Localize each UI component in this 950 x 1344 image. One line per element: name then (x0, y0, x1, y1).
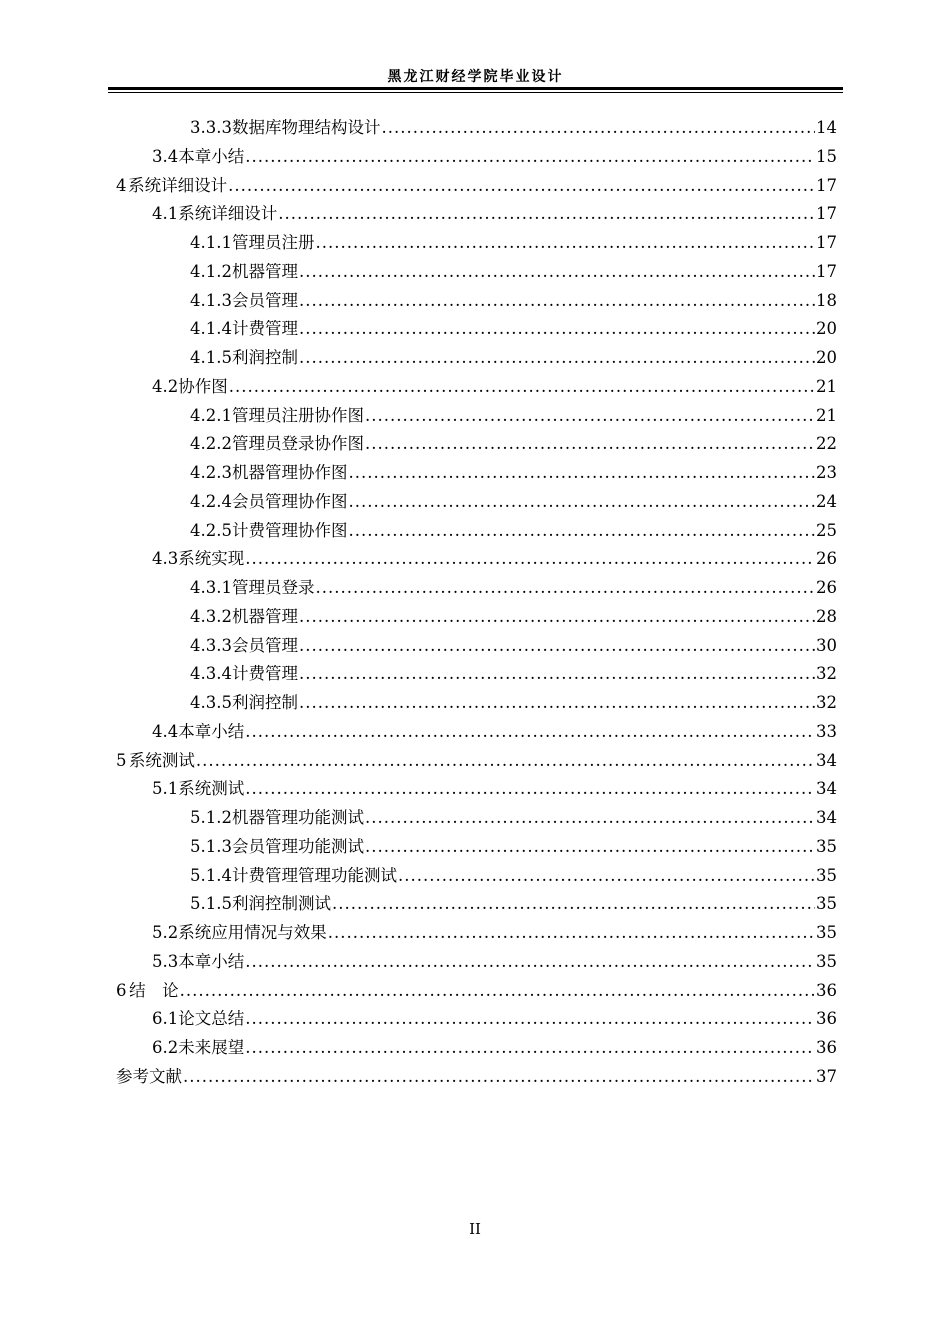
toc-dot-leader (299, 287, 815, 315)
toc-entry-number: 4.3.2 (190, 606, 232, 626)
toc-entry-number: 4.1.1 (190, 233, 232, 252)
toc-entry-title: 计费管理 (231, 664, 298, 684)
toc-entry[interactable] (190, 229, 837, 257)
toc-entry-title: 机器管理功能测试 (231, 808, 364, 827)
toc-entry-page: 37 (816, 1066, 837, 1086)
toc-entry[interactable] (152, 1005, 837, 1033)
toc-entry-title: 会员管理 (231, 635, 298, 655)
toc-entry-title: 机器管理 (231, 261, 298, 281)
toc-entry[interactable] (152, 1034, 837, 1062)
toc-entry-number: 6.1 (152, 1009, 179, 1029)
toc-dot-leader (381, 114, 815, 142)
toc-entry-title: 系统测试 (128, 750, 195, 770)
toc-dot-leader (299, 258, 815, 286)
toc-entry-page: 17 (816, 204, 837, 224)
toc-entry-page: 24 (816, 491, 837, 511)
toc-dot-leader (299, 660, 815, 688)
toc-dot-leader (299, 603, 815, 631)
toc-entry-page: 25 (816, 520, 837, 540)
toc-entry-title: 管理员登录协作图 (231, 434, 364, 454)
toc-entry-page: 21 (816, 376, 837, 396)
toc-entry-title: 利润控制 (231, 693, 298, 712)
toc-entry-page: 35 (816, 836, 837, 856)
toc-entry-number: 4 (116, 175, 127, 195)
header-rule-thin (108, 92, 843, 93)
toc-entry-title: 利润控制测试 (231, 894, 331, 914)
toc-entry[interactable] (190, 689, 837, 717)
toc-entry-number: 4.1.5 (190, 348, 232, 367)
toc-entry-title: 系统详细设计 (128, 175, 228, 195)
toc-entry-page: 32 (816, 664, 837, 684)
toc-dot-leader (365, 402, 815, 430)
toc-dot-leader (299, 315, 815, 343)
toc-entry-page: 20 (816, 319, 837, 339)
toc-dot-leader (183, 1063, 815, 1091)
toc-dot-leader (278, 200, 815, 228)
toc-dot-leader (245, 1034, 815, 1062)
toc-entry[interactable] (190, 574, 837, 602)
toc-entry-page: 35 (816, 923, 837, 942)
toc-entry-page: 35 (816, 951, 837, 971)
toc-entry-title: 会员管理 (231, 290, 298, 310)
toc-entry[interactable] (190, 804, 837, 832)
toc-entry[interactable] (152, 948, 837, 976)
toc-entry-title: 参考文献 (116, 1066, 182, 1086)
toc-entry-number: 4.1 (152, 204, 179, 224)
toc-dot-leader (365, 804, 815, 832)
toc-entry[interactable] (190, 660, 837, 688)
toc-dot-leader (245, 948, 815, 976)
toc-entry-title: 系统应用情况与效果 (178, 923, 327, 942)
toc-dot-leader (315, 574, 815, 602)
toc-entry-page: 36 (816, 1009, 837, 1029)
toc-entry-number: 4.1.4 (190, 319, 232, 339)
toc-dot-leader (348, 517, 815, 545)
toc-entry-page: 26 (816, 578, 837, 597)
toc-entry[interactable] (190, 890, 837, 918)
toc-dot-leader (398, 862, 815, 890)
toc-dot-leader (365, 430, 815, 458)
toc-dot-leader (245, 1005, 815, 1033)
toc-entry-title: 会员管理功能测试 (231, 836, 364, 856)
toc-entry-title: 管理员注册协作图 (231, 405, 364, 425)
toc-entry-title: 机器管理 (231, 606, 298, 626)
toc-dot-leader (245, 718, 815, 746)
toc-entry-title: 会员管理协作图 (231, 491, 348, 511)
toc-entry-title: 机器管理协作图 (231, 463, 348, 482)
toc-entry-page: 35 (816, 894, 837, 914)
toc-entry-number: 4.2.1 (190, 405, 232, 425)
toc-entry-number: 5.1.2 (190, 808, 232, 827)
toc-entry-page: 23 (816, 463, 837, 482)
toc-entry[interactable] (190, 344, 837, 372)
toc-entry-page: 34 (816, 808, 837, 827)
page-header-title: 黑龙江财经学院毕业设计 (387, 69, 564, 85)
toc-entry-number: 4.1.3 (190, 290, 232, 310)
toc-entry[interactable] (116, 977, 837, 1005)
toc-entry-number: 4.2.2 (190, 434, 232, 454)
toc-entry-number: 4.2.5 (190, 520, 232, 540)
toc-entry-page: 20 (816, 348, 837, 367)
toc-dot-leader (328, 919, 815, 947)
toc-entry-page: 33 (816, 721, 837, 741)
toc-entry-number: 4.1.2 (190, 261, 232, 281)
toc-dot-leader (299, 632, 815, 660)
toc-entry-title: 论文总结 (178, 1009, 245, 1029)
toc-entry-number: 5.3 (152, 951, 179, 971)
toc-entry-number: 5.1.3 (190, 836, 232, 856)
toc-entry-title: 系统测试 (178, 779, 245, 799)
toc-dot-leader (245, 545, 815, 573)
toc-entry-number: 4.2.4 (190, 491, 232, 511)
page-number: II (469, 1220, 481, 1238)
toc-entry-title: 本章小结 (178, 951, 245, 971)
toc-entry-title: 利润控制 (231, 348, 298, 367)
toc-dot-leader (245, 775, 815, 803)
toc-entry[interactable] (190, 459, 837, 487)
toc-entry-page: 14 (816, 118, 837, 137)
toc-dot-leader (332, 890, 815, 918)
toc-entry-number: 3.3.3 (190, 118, 232, 137)
toc-entry-title: 数据库物理结构设计 (231, 118, 381, 137)
toc-entry-number: 6.2 (152, 1038, 179, 1057)
toc-entry-page: 35 (816, 865, 837, 885)
toc-entry-title: 本章小结 (178, 721, 245, 741)
toc-entry[interactable] (190, 287, 837, 315)
toc-entry-page: 28 (816, 606, 837, 626)
toc-entry-number: 4.3.4 (190, 664, 232, 684)
toc-entry-page: 36 (816, 1038, 837, 1057)
toc-entry[interactable] (152, 143, 837, 171)
toc-entry-title: 管理员注册 (231, 233, 315, 252)
toc-dot-leader (299, 689, 815, 717)
header-rule-thick (108, 87, 843, 90)
toc-entry-page: 34 (816, 750, 837, 770)
toc-entry-number: 5.1.5 (190, 894, 232, 914)
toc-entry[interactable] (116, 747, 837, 775)
toc-dot-leader (348, 459, 815, 487)
toc-entry-page: 30 (816, 635, 837, 655)
toc-entry-number: 4.3 (152, 549, 179, 569)
toc-entry-number: 5.2 (152, 923, 179, 942)
toc-entry-number: 3.4 (152, 146, 179, 166)
toc-entry-number: 4.3.3 (190, 635, 232, 655)
toc-entry-number: 4.2.3 (190, 463, 232, 482)
toc-entry[interactable] (116, 1063, 837, 1091)
toc-entry[interactable] (190, 862, 837, 890)
toc-entry-title: 协作图 (178, 376, 228, 396)
toc-dot-leader (299, 344, 815, 372)
toc-entry[interactable] (190, 258, 837, 286)
toc-entry-number: 5 (116, 750, 127, 770)
toc-entry-title: 结 论 (129, 980, 179, 1000)
toc-entry-page: 17 (816, 233, 837, 252)
toc-entry-page: 17 (816, 175, 837, 195)
toc-entry-page: 26 (816, 549, 837, 569)
toc-entry-page: 17 (816, 261, 837, 281)
toc-entry-title: 计费管理 (231, 319, 298, 339)
toc-dot-leader (196, 747, 815, 775)
toc-entry[interactable] (152, 200, 837, 228)
toc-dot-leader (348, 488, 815, 516)
toc-entry[interactable] (152, 545, 837, 573)
toc-entry-title: 计费管理协作图 (231, 520, 348, 540)
toc-entry-number: 5.1 (152, 779, 179, 799)
toc-entry-page: 21 (816, 405, 837, 425)
toc-entry[interactable] (190, 488, 837, 516)
toc-entry[interactable] (190, 517, 837, 545)
toc-entry-page: 32 (816, 693, 837, 712)
toc-entry[interactable] (190, 833, 837, 861)
toc-entry-title: 系统实现 (178, 549, 245, 569)
toc-entry[interactable] (152, 373, 837, 401)
toc-entry-number: 4.4 (152, 721, 179, 741)
toc-dot-leader (245, 143, 815, 171)
toc-entry-page: 22 (816, 434, 837, 454)
toc-dot-leader (315, 229, 815, 257)
toc-dot-leader (228, 172, 815, 200)
toc-dot-leader (180, 977, 815, 1005)
toc-entry-title: 系统详细设计 (178, 204, 278, 224)
toc-entry-number: 5.1.4 (190, 865, 232, 885)
toc-entry-title: 管理员登录 (231, 578, 315, 597)
toc-entry-page: 34 (816, 779, 837, 799)
toc-entry-number: 4.3.1 (190, 578, 232, 597)
toc-entry[interactable] (190, 402, 837, 430)
toc-entry-title: 未来展望 (178, 1038, 245, 1057)
toc-entry[interactable] (152, 775, 837, 803)
toc-entry-page: 36 (816, 980, 837, 1000)
toc-entry[interactable] (190, 430, 837, 458)
toc-entry[interactable] (116, 172, 837, 200)
toc-dot-leader (365, 833, 815, 861)
toc-entry-title: 本章小结 (178, 146, 245, 166)
toc-entry-page: 15 (816, 146, 837, 166)
toc-entry[interactable] (190, 603, 837, 631)
toc-dot-leader (229, 373, 815, 401)
toc-entry[interactable] (190, 315, 837, 343)
toc-entry-title: 计费管理管理功能测试 (231, 865, 397, 885)
toc-entry-number: 4.3.5 (190, 693, 232, 712)
toc-entry[interactable] (190, 632, 837, 660)
toc-entry[interactable] (152, 919, 837, 947)
toc-entry[interactable] (152, 718, 837, 746)
toc-entry-page: 18 (816, 290, 837, 310)
toc-entry[interactable] (190, 114, 837, 142)
toc-entry-number: 4.2 (152, 376, 179, 396)
toc-entry-number: 6 (116, 980, 127, 1000)
